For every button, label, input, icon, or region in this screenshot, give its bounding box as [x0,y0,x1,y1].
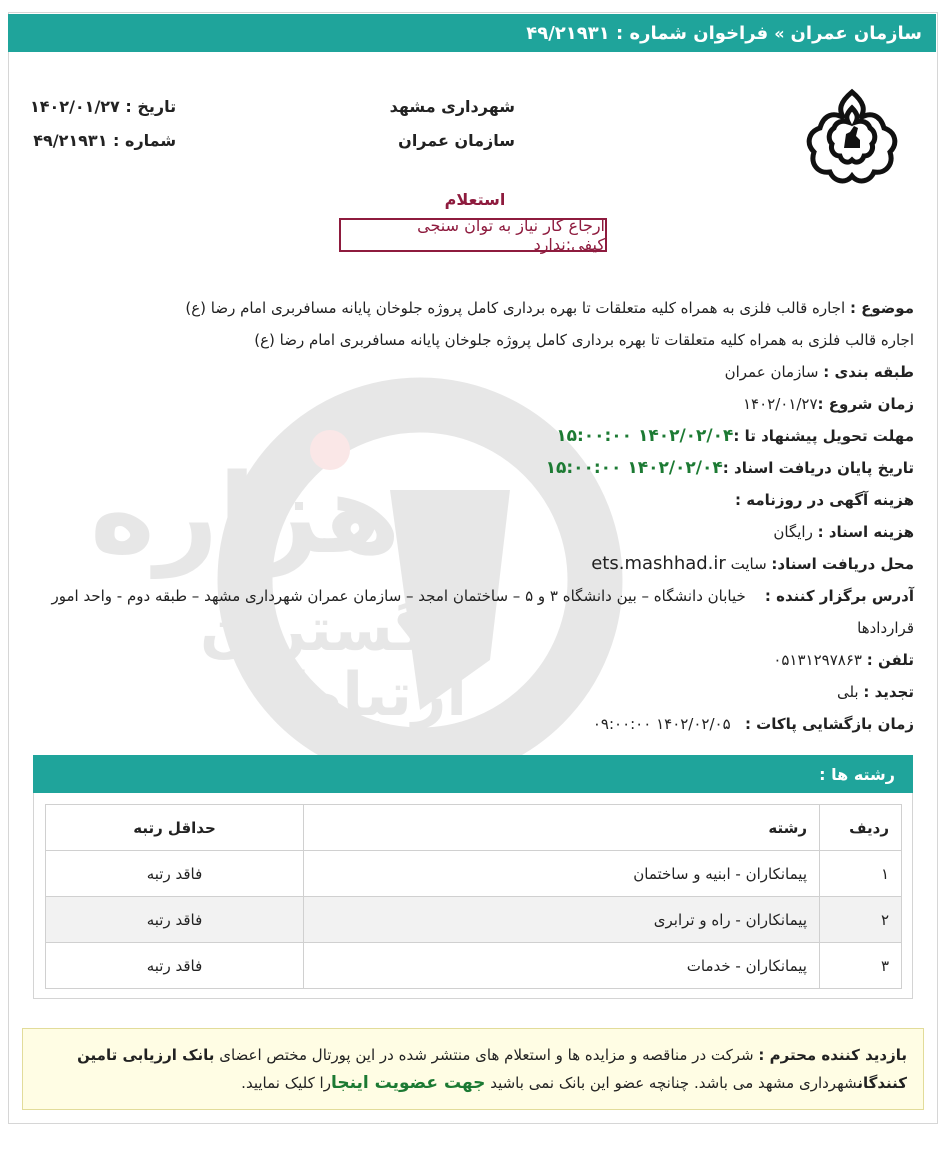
header-row-number: ردیف [820,805,902,851]
phone-value: ۰۵۱۳۱۲۹۷۸۶۳ [773,651,862,669]
phone-label: تلفن : [866,651,914,669]
row-min-grade: فاقد رتبه [46,943,304,989]
notice-text-3: را کلیک نمایید. [241,1074,331,1092]
header-field: رشته [304,805,820,851]
subject-label: موضوع : [849,299,914,317]
renewal-value: بلی [836,683,859,701]
ad-cost-label: هزینه آگهی در روزنامه : [735,491,914,509]
start-label: زمان شروع : [817,395,914,413]
table-row [46,943,902,989]
category-row [34,356,914,388]
place-label: محل دریافت اسناد: [771,555,914,573]
opening-label: زمان بازگشایی پاکات : [744,715,914,733]
organization-block [390,90,515,158]
opening-value: ۱۴۰۲/۰۲/۰۵ ۰۹:۰۰:۰۰ [592,715,731,733]
doc-cost-value: رایگان [773,523,813,541]
quality-assessment-box: ارجاع کار نیاز به توان سنجی کیفی:ندارد [339,218,607,252]
docs-end-label: تاریخ پایان دریافت اسناد : [722,459,914,477]
table-row [46,851,902,897]
opening-row [34,708,914,740]
fields-panel [33,793,913,999]
row-field: پیمانکاران - راه و ترابری [304,897,820,943]
category-value: سازمان عمران [724,363,819,381]
join-here-link[interactable]: جهت عضویت اینجا [330,1073,486,1093]
fields-section-header: رشته ها : [33,755,913,793]
document-number: شماره : ۴۹/۲۱۹۳۱ [33,131,177,150]
row-number: ۱ [820,851,902,897]
start-row [34,388,914,420]
renewal-label: تجدید : [863,683,914,701]
top-breadcrumb-bar [8,14,936,52]
notice-greeting: بازدید کننده محترم : [758,1046,907,1064]
row-min-grade: فاقد رتبه [46,851,304,897]
category-label: طبقه بندی : [823,363,914,381]
address-value: خیابان دانشگاه – بین دانشگاه ۳ و ۵ – ساختمان امجد – سازمان عمران شهرداری مشهد – طبقه دوم - واحد امور قراردادها [51,587,914,637]
notice-text-2: شهرداری مشهد می باشد. چنانچه عضو این بانک نمی باشید [490,1074,858,1092]
row-field: پیمانکاران - خدمات [304,943,820,989]
breadcrumb-separator: » [774,23,785,43]
inquiry-details [34,292,914,740]
org-sub-name: سازمان عمران [398,131,515,150]
document-date: تاریخ : ۱۴۰۲/۰۱/۲۷ [30,97,177,116]
breadcrumb-call-number: فراخوان شماره : ۴۹/۲۱۹۳۱ [526,22,769,44]
org-name: شهرداری مشهد [389,97,515,116]
doc-cost-row [34,516,914,548]
subject-row [34,292,914,324]
deadline-value: ۱۴۰۲/۰۲/۰۴ ۱۵:۰۰:۰۰ [556,426,734,446]
renewal-row [34,676,914,708]
notice-text-1: شرکت در مناقصه و مزایده ها و استعلام های منتشر شده در این پورتال مختص اعضای [219,1046,754,1064]
mashhad-municipality-logo-icon [804,88,900,184]
ad-cost-row [34,484,914,516]
doc-cost-label: هزینه اسناد : [817,523,914,541]
breadcrumb-org[interactable]: سازمان عمران [790,22,922,44]
docs-end-value: ۱۴۰۲/۰۲/۰۴ ۱۵:۰۰:۰۰ [545,458,723,478]
docs-end-row [34,452,914,484]
fields-table-header [46,805,902,851]
place-prefix: سایت [730,555,767,573]
document-meta [30,90,176,158]
fields-table [45,804,902,989]
table-row [46,897,902,943]
address-row [34,580,914,644]
document-header [30,80,910,190]
notice-bank-name: بانک ارزیابی تامین کنندگان [77,1046,907,1092]
place-row [34,548,914,580]
row-number: ۲ [820,897,902,943]
address-label: آدرس برگزار کننده : [764,587,914,605]
subject-value: اجاره قالب فلزی به همراه کلیه متعلقات تا بهره برداری کامل پروژه جلوخان پایانه مسافربری امام رضا (ع) [185,299,846,317]
row-min-grade: فاقد رتبه [46,897,304,943]
row-field: پیمانکاران - ابنیه و ساختمان [304,851,820,897]
deadline-row [34,420,914,452]
row-number: ۳ [820,943,902,989]
subject-repeat-row: اجاره قالب فلزی به همراه کلیه متعلقات تا بهره برداری کامل پروژه جلوخان پایانه مسافربری امام رضا (ع) [254,331,914,349]
place-site-link[interactable]: ets.mashhad.ir [591,553,726,574]
visitor-notice [22,1028,924,1110]
deadline-label: مهلت تحویل پیشنهاد تا : [733,427,914,445]
inquiry-title: استعلام [444,190,506,209]
phone-row [34,644,914,676]
header-min-grade: حداقل رتبه [46,805,304,851]
start-value: ۱۴۰۲/۰۱/۲۷ [742,395,818,413]
